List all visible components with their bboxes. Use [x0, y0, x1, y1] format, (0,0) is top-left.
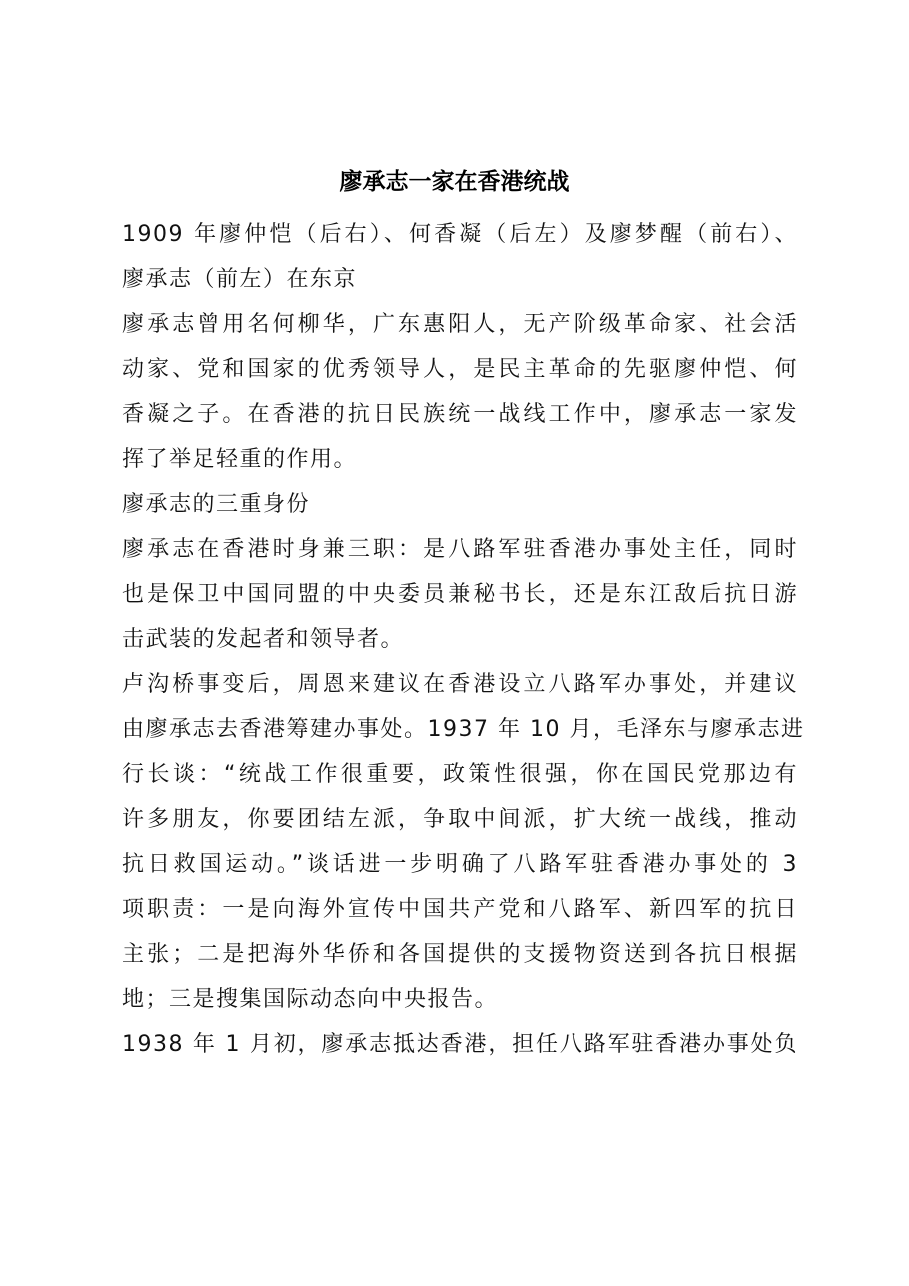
paragraph: [122, 212, 798, 302]
text-line: 1909 年廖仲恺（后右）、何香凝（后左）及廖梦醒（前右）、: [122, 222, 798, 247]
text-line: 行长谈：“统战工作很重要，政策性很强，你在国民党那边有: [122, 762, 798, 787]
text-line: 香凝之子。在香港的抗日民族统一战线工作中，廖承志一家发: [122, 402, 798, 427]
text-line: 挥了举足轻重的作用。: [122, 447, 358, 472]
text-line: 1938 年 1 月初，廖承志抵达香港，担任八路军驻香港办事处负: [122, 1032, 798, 1057]
text-line: 卢沟桥事变后，周恩来建议在香港设立八路军办事处，并建议: [122, 672, 798, 697]
document-title: 廖承志一家在香港统战: [339, 168, 570, 195]
text-line: 动家、党和国家的优秀领导人，是民主革命的先驱廖仲恺、何: [122, 357, 798, 382]
text-line: 抗日救国运动。”谈话进一步明确了八路军驻香港办事处的 3: [122, 852, 798, 877]
paragraph: [122, 662, 805, 1022]
text-line: 主张；二是把海外华侨和各国提供的支援物资送到各抗日根据: [122, 942, 798, 967]
text-line: 廖承志在香港时身兼三职：是八路军驻香港办事处主任，同时: [122, 537, 798, 562]
paragraph: [122, 302, 798, 482]
text-line: 也是保卫中国同盟的中央委员兼秘书长，还是东江敌后抗日游: [122, 582, 798, 607]
text-line: 廖承志的三重身份: [122, 492, 311, 517]
text-line: 由廖承志去香港筹建办事处。1937 年 10 月，毛泽东与廖承志进: [122, 717, 805, 742]
paragraph: [122, 527, 798, 662]
text-line: 项职责：一是向海外宣传中国共产党和八路军、新四军的抗日: [122, 897, 798, 922]
document-body: [122, 212, 805, 1067]
text-line: 地；三是搜集国际动态向中央报告。: [122, 987, 499, 1012]
text-line: 廖承志曾用名何柳华，广东惠阳人，无产阶级革命家、社会活: [122, 312, 798, 337]
text-line: 击武装的发起者和领导者。: [122, 627, 405, 652]
paragraph: [122, 1022, 798, 1067]
paragraph: [122, 482, 798, 527]
text-line: 廖承志（前左）在东京: [122, 267, 358, 292]
text-line: 许多朋友，你要团结左派，争取中间派，扩大统一战线，推动: [122, 807, 798, 832]
